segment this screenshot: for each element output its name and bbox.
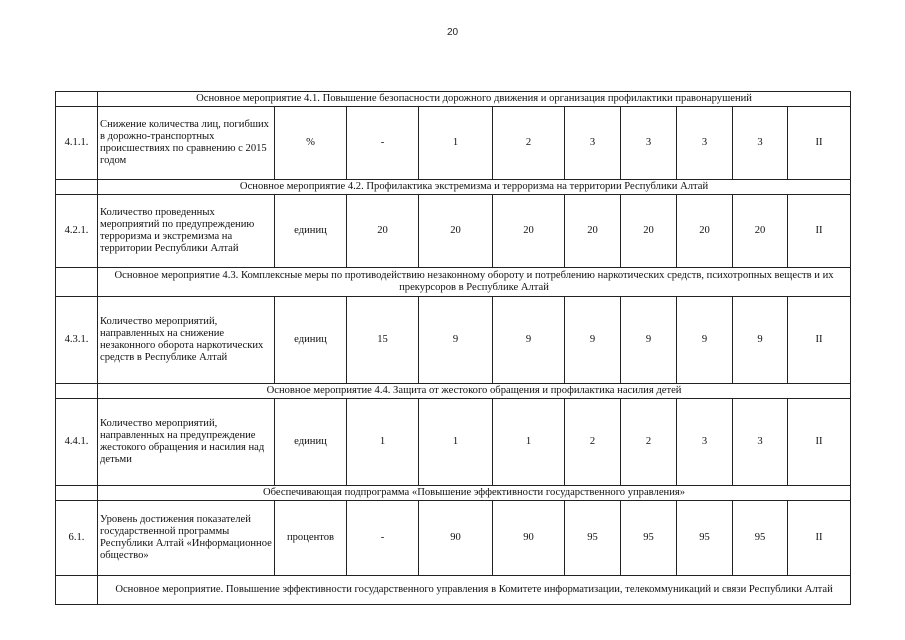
unit-cell: единиц (275, 399, 347, 486)
value-cell: - (347, 501, 419, 576)
indicator-name: Снижение количества лиц, погибших в дорожно-транспортных происшествиях по сравнению с 2015 годом (98, 107, 275, 180)
table-row (56, 107, 851, 180)
value-cell: 90 (493, 501, 565, 576)
value-cell: 90 (419, 501, 493, 576)
row-number: 4.4.1. (56, 399, 98, 486)
value-cell: 2 (621, 399, 677, 486)
value-cell: 3 (621, 107, 677, 180)
section-title: Основное мероприятие 4.2. Профилактика экстремизма и терроризма на территории Республики Алтай (98, 180, 851, 195)
row-number: 4.3.1. (56, 297, 98, 384)
section-title: Основное мероприятие 4.4. Защита от жестокого обращения и профилактика насилия детей (98, 384, 851, 399)
category-cell: II (788, 399, 851, 486)
section-header-row (56, 486, 851, 501)
section-title: Основное мероприятие 4.1. Повышение безопасности дорожного движения и организация профилактики правонарушений (98, 92, 851, 107)
table-row (56, 195, 851, 268)
unit-cell: % (275, 107, 347, 180)
value-cell: 9 (419, 297, 493, 384)
value-cell: 9 (493, 297, 565, 384)
value-cell: 1 (493, 399, 565, 486)
row-number: 4.1.1. (56, 107, 98, 180)
section-header-row (56, 92, 851, 107)
section-title: Основное мероприятие. Повышение эффективности государственного управления в Комитете информатизации, телекоммуникаций и связи Республики Алтай (98, 576, 851, 605)
value-cell: 2 (493, 107, 565, 180)
value-cell: 20 (677, 195, 733, 268)
value-cell: 95 (621, 501, 677, 576)
unit-cell: единиц (275, 297, 347, 384)
category-cell: II (788, 501, 851, 576)
section-header-row (56, 180, 851, 195)
category-cell: II (788, 195, 851, 268)
value-cell: 3 (565, 107, 621, 180)
value-cell: 1 (419, 399, 493, 486)
value-cell: 9 (565, 297, 621, 384)
value-cell: 20 (493, 195, 565, 268)
category-cell: II (788, 107, 851, 180)
value-cell: 95 (565, 501, 621, 576)
section-header-row (56, 576, 851, 605)
value-cell: 95 (677, 501, 733, 576)
value-cell: 20 (347, 195, 419, 268)
category-cell: II (788, 297, 851, 384)
value-cell: 2 (565, 399, 621, 486)
unit-cell: единиц (275, 195, 347, 268)
indicator-name: Уровень достижения показателей государственной программы Республики Алтай «Информационное общество» (98, 501, 275, 576)
value-cell: 3 (733, 107, 788, 180)
indicator-name: Количество мероприятий, направленных на снижение незаконного оборота наркотических средств в Республике Алтай (98, 297, 275, 384)
value-cell: 1 (419, 107, 493, 180)
value-cell: 1 (347, 399, 419, 486)
value-cell: 3 (733, 399, 788, 486)
value-cell: 20 (621, 195, 677, 268)
section-title: Основное мероприятие 4.3. Комплексные меры по противодействию незаконному обороту и потреблению наркотических средств, психотропных веществ и их прекурсоров в Республике Алтай (98, 268, 851, 297)
table-row (56, 399, 851, 486)
value-cell: 20 (419, 195, 493, 268)
value-cell: 20 (565, 195, 621, 268)
value-cell: 3 (677, 399, 733, 486)
page-number: 20 (446, 27, 459, 38)
value-cell: - (347, 107, 419, 180)
row-number: 4.2.1. (56, 195, 98, 268)
section-header-row (56, 384, 851, 399)
table-row (56, 501, 851, 576)
value-cell: 95 (733, 501, 788, 576)
value-cell: 20 (733, 195, 788, 268)
table-row (56, 297, 851, 384)
unit-cell: процентов (275, 501, 347, 576)
value-cell: 9 (733, 297, 788, 384)
section-header-row (56, 268, 851, 297)
section-title: Обеспечивающая подпрограмма «Повышение эффективности государственного управления» (98, 486, 851, 501)
value-cell: 9 (621, 297, 677, 384)
value-cell: 15 (347, 297, 419, 384)
value-cell: 3 (677, 107, 733, 180)
indicators-table (55, 91, 851, 605)
value-cell: 9 (677, 297, 733, 384)
indicator-name: Количество мероприятий, направленных на предупреждение жестокого обращения и насилия над детьми (98, 399, 275, 486)
row-number: 6.1. (56, 501, 98, 576)
indicator-name: Количество проведенных мероприятий по предупреждению терроризма и экстремизма на территории Республики Алтай (98, 195, 275, 268)
